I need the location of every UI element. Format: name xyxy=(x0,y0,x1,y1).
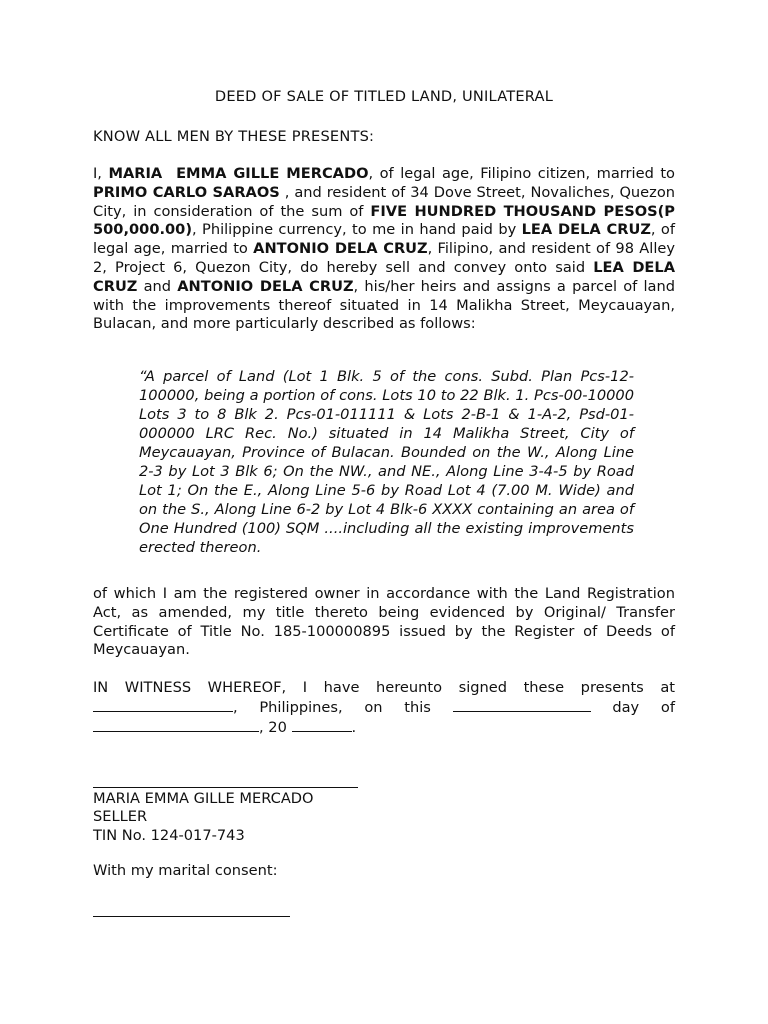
signatory-tin: TIN No. 124-017-743 xyxy=(93,827,245,844)
spouse-name: PRIMO CARLO SARAOS xyxy=(93,183,280,201)
signatory-role: SELLER xyxy=(93,808,148,825)
opening-line: KNOW ALL MEN BY THESE PRESENTS: xyxy=(93,128,375,145)
marital-consent-label: With my marital consent: xyxy=(93,862,278,879)
spouse-signature-line[interactable] xyxy=(93,916,290,917)
signatory-name: MARIA EMMA GILLE MERCADO xyxy=(93,790,314,807)
buyer-spouse-name-repeat: ANTONIO DELA CRUZ xyxy=(177,277,354,295)
document-title: DEED OF SALE OF TITLED LAND, UNILATERAL xyxy=(214,88,554,105)
sale-paragraph: I, MARIA EMMA GILLE MERCADO, of legal age, Filipino citizen, married to PRIMO CARLO SARAOS , and resident of 34 Dove Street, Novaliches, Quezon City, in consideration of the sum of FIVE HUNDRED THOUSAND PESOS(P 500,000.00), Philippine currency, to me in hand paid by LEA DELA CRUZ, of legal age, married to ANTONIO DELA CRUZ, Filipino, and resident of 98 Alley 2, Project 6, Quezon City, do hereby sell and convey onto said LEA DELA CRUZ and ANTONIO DELA CRUZ, his/her heirs and assigns a parcel of land with the improvements thereof situated in 14 Malikha Street, Meycauayan, Bulacan, and more particularly described as follows: xyxy=(93,165,676,333)
seller-name: MARIA EMMA GILLE MERCADO xyxy=(108,165,369,182)
buyer-name-repeat: LEA DELA CRUZ xyxy=(93,258,675,295)
buyer-spouse-name: ANTONIO DELA CRUZ xyxy=(253,240,428,258)
month-blank[interactable] xyxy=(93,718,259,732)
day-blank[interactable] xyxy=(453,698,591,712)
buyer-name: LEA DELA CRUZ xyxy=(521,221,651,239)
witness-paragraph: IN WITNESS WHEREOF, I have hereunto signed these presents at , Philippines, on this day of , 20 . xyxy=(93,679,675,736)
ownership-paragraph: of which I am the registered owner in accordance with the Land Registration Act, as amended, my title thereto being evidenced by Original/ Transfer Certificate of Title No. 185-100000895 issued by the Register of Deeds of Meycauayan. xyxy=(93,585,675,659)
seller-signature-line[interactable] xyxy=(93,787,358,788)
property-description: “A parcel of Land (Lot 1 Blk. 5 of the cons. Subd. Plan Pcs-12-100000, being a portion of cons. Lots 10 to 22 Blk. 1. Pcs-00-10000 Lots 3 to 8 Blk 2. Pcs-01-011111 & Lots 2-B-1 & 1-A-2, Psd-01-000000 LRC Rec. No.) situated in 14 Malikha Street, City of Meycauayan, Province of Bulacan. Bounded on the W., Along Line 2-3 by Lot 3 Blk 6; On the NW., and NE., Along Line 3-4-5 by Road Lot 1; On the E., Along Line 5-6 by Road Lot 4 (7.00 M. Wide) and on the S., Along Line 6-2 by Lot 4 Blk-6 XXXX containing an area of One Hundred (100) SQM ....including all the existing improvements erected thereon. xyxy=(139,368,634,556)
sale-amount: FIVE HUNDRED THOUSAND PESOS(P 500,000.00) xyxy=(93,202,675,239)
year-blank[interactable] xyxy=(292,718,352,732)
place-blank[interactable] xyxy=(93,698,233,712)
